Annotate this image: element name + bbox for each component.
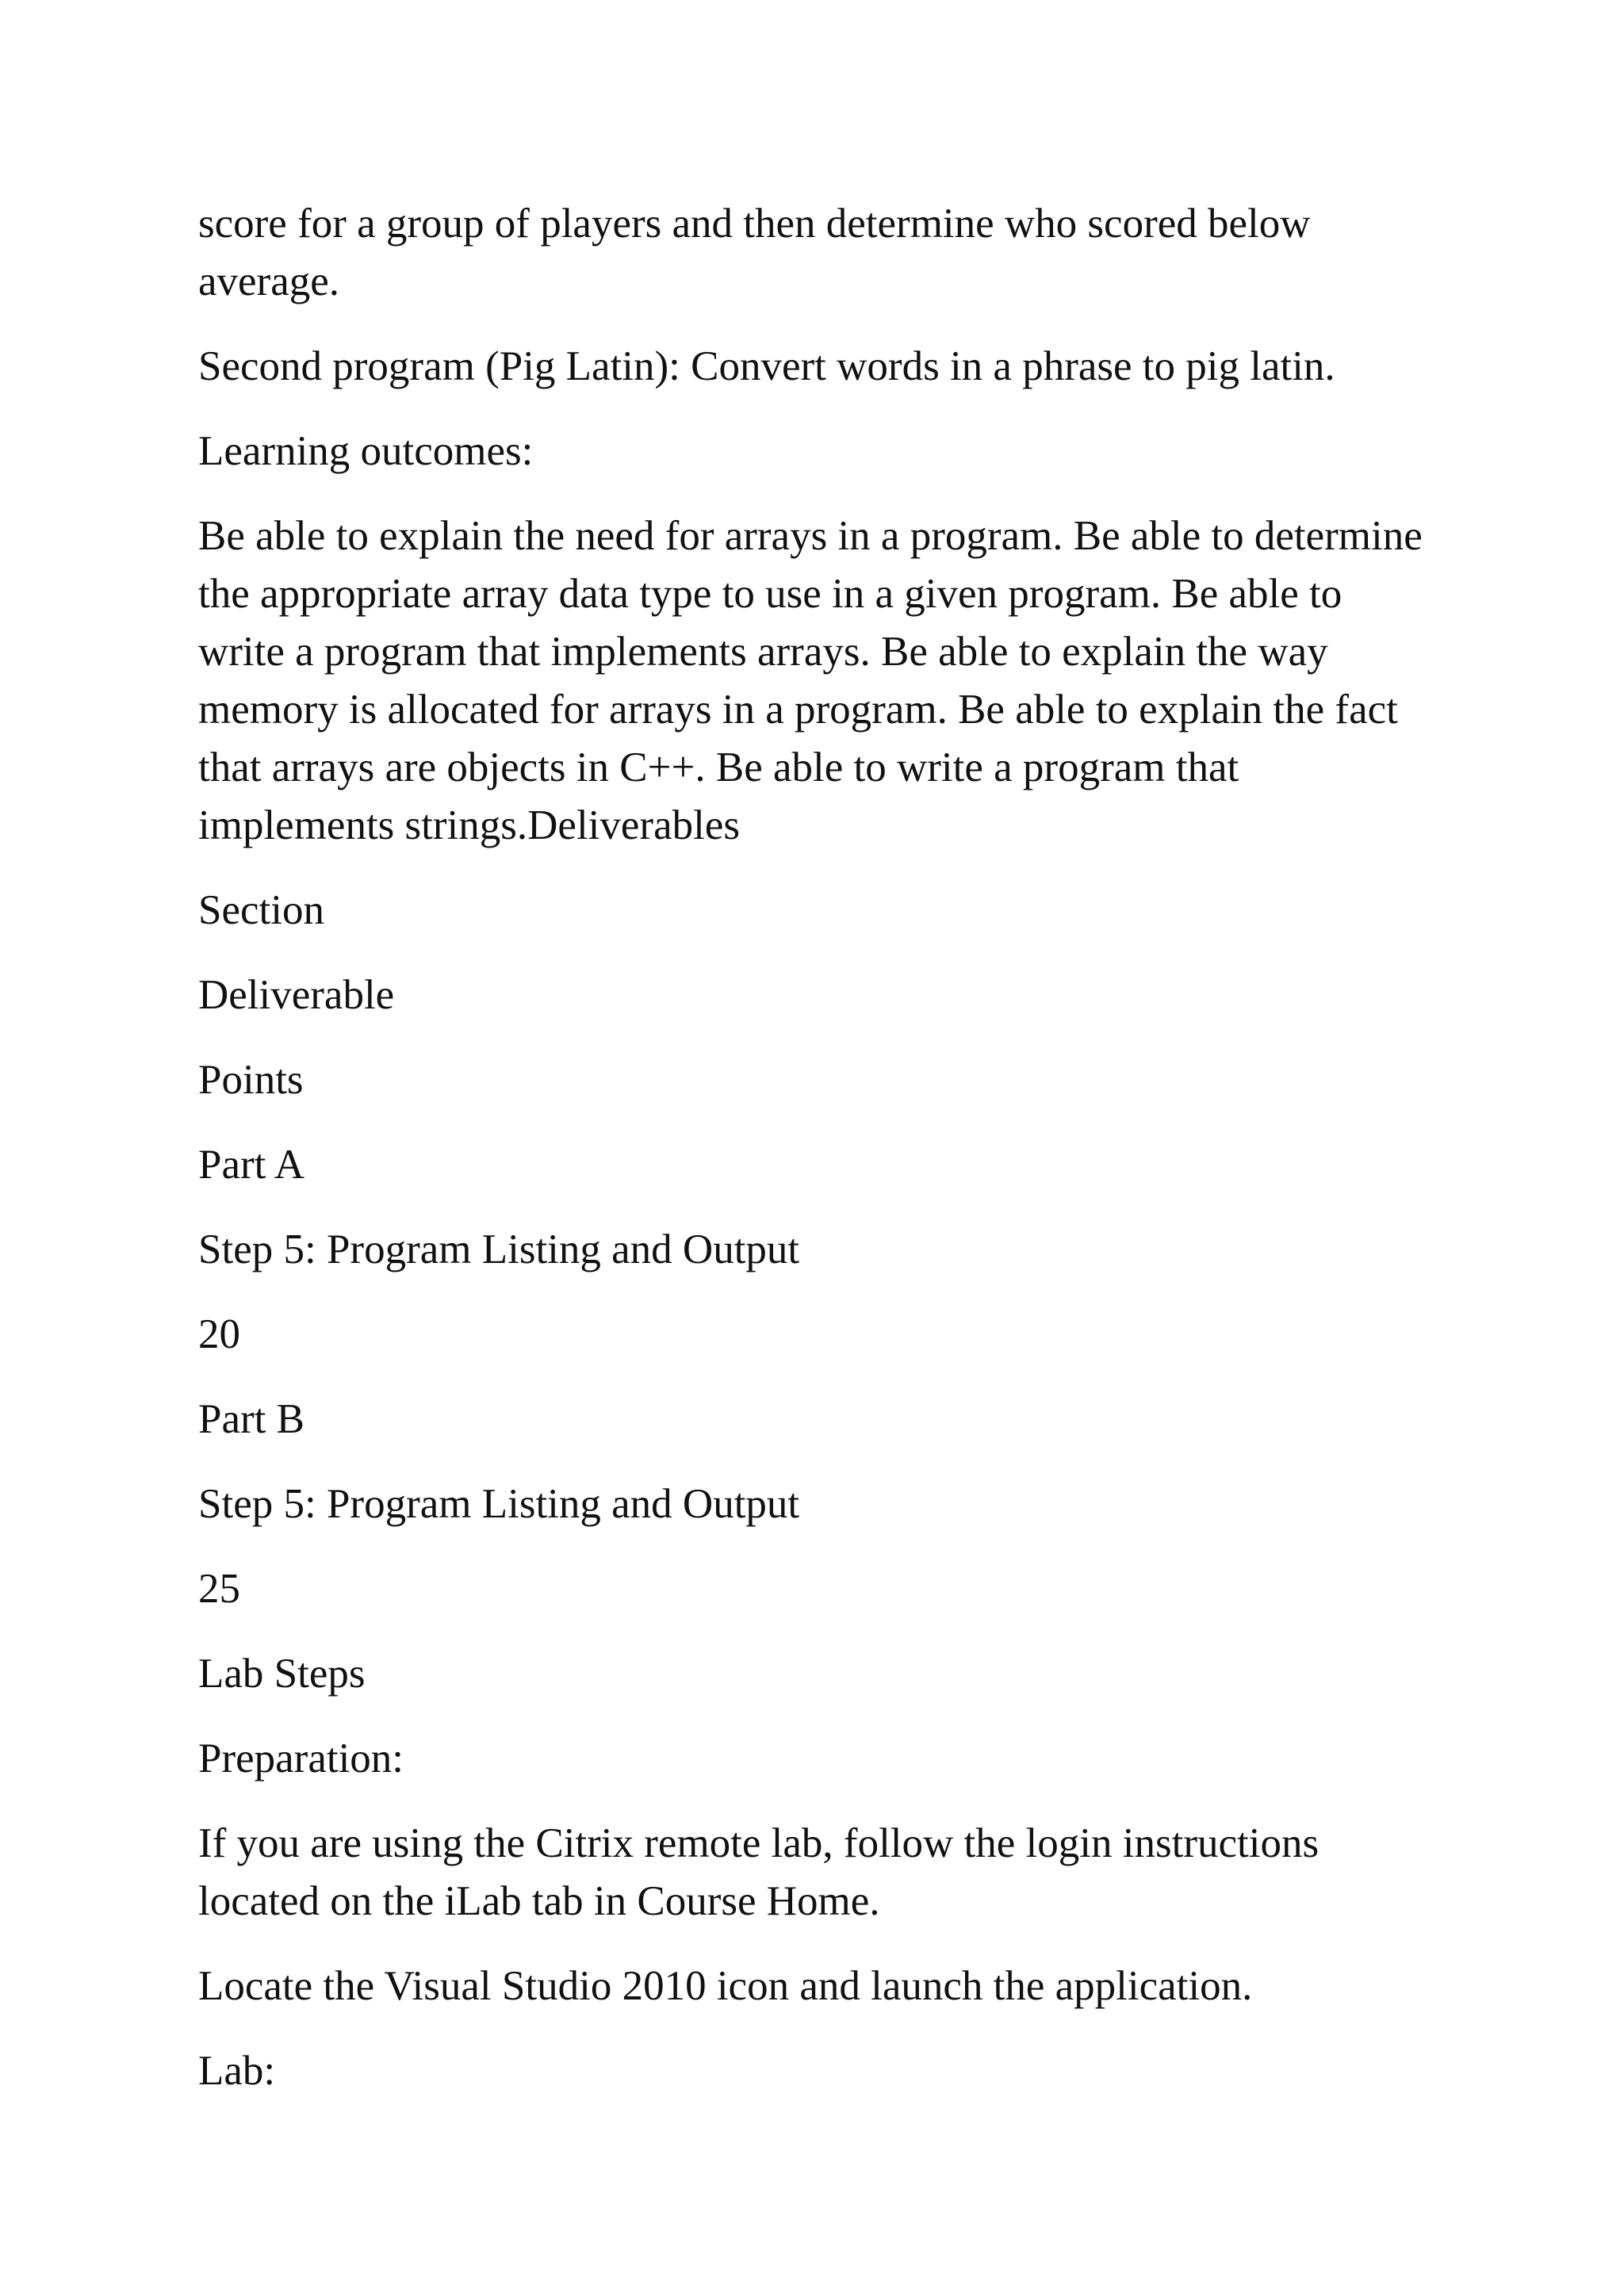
table-cell-part-b-points: 25	[198, 1566, 240, 1612]
table-header-deliverable: Deliverable	[198, 972, 395, 1018]
document-body	[198, 195, 1435, 2127]
paragraph-citrix-instructions: If you are using the Citrix remote lab, follow the login instructions located on the iLab tab in Course Home.	[198, 1820, 1320, 1924]
heading-lab: Lab:	[198, 2048, 276, 2094]
table-cell-part-b: Part B	[198, 1396, 304, 1442]
table-cell-part-a: Part A	[198, 1142, 304, 1188]
paragraph-second-program: Second program (Pig Latin): Convert words in a phrase to pig latin.	[198, 343, 1335, 389]
table-header-points: Points	[198, 1057, 304, 1103]
table-cell-part-a-points: 20	[198, 1311, 240, 1357]
table-header-section: Section	[198, 887, 324, 933]
paragraph-launch-visual-studio: Locate the Visual Studio 2010 icon and launch the application.	[198, 1963, 1253, 2009]
table-cell-part-b-deliverable: Step 5: Program Listing and Output	[198, 1481, 800, 1527]
paragraph-intro-continuation: score for a group of players and then determine who scored below average.	[198, 201, 1311, 304]
heading-learning-outcomes: Learning outcomes:	[198, 428, 534, 474]
table-cell-part-a-deliverable: Step 5: Program Listing and Output	[198, 1226, 800, 1272]
paragraph-learning-outcomes: Be able to explain the need for arrays in a program. Be able to determine the appropriate array data type to use in a given program. Be able to write a program that implements arrays. Be able to explain the way memory is allocated for arrays in a program. Be able to explain the fact that arrays are objects in C++. Be able to write a program that implements strings.Deliverables	[198, 513, 1423, 848]
heading-lab-steps: Lab Steps	[198, 1651, 366, 1697]
heading-preparation: Preparation:	[198, 1735, 404, 1781]
